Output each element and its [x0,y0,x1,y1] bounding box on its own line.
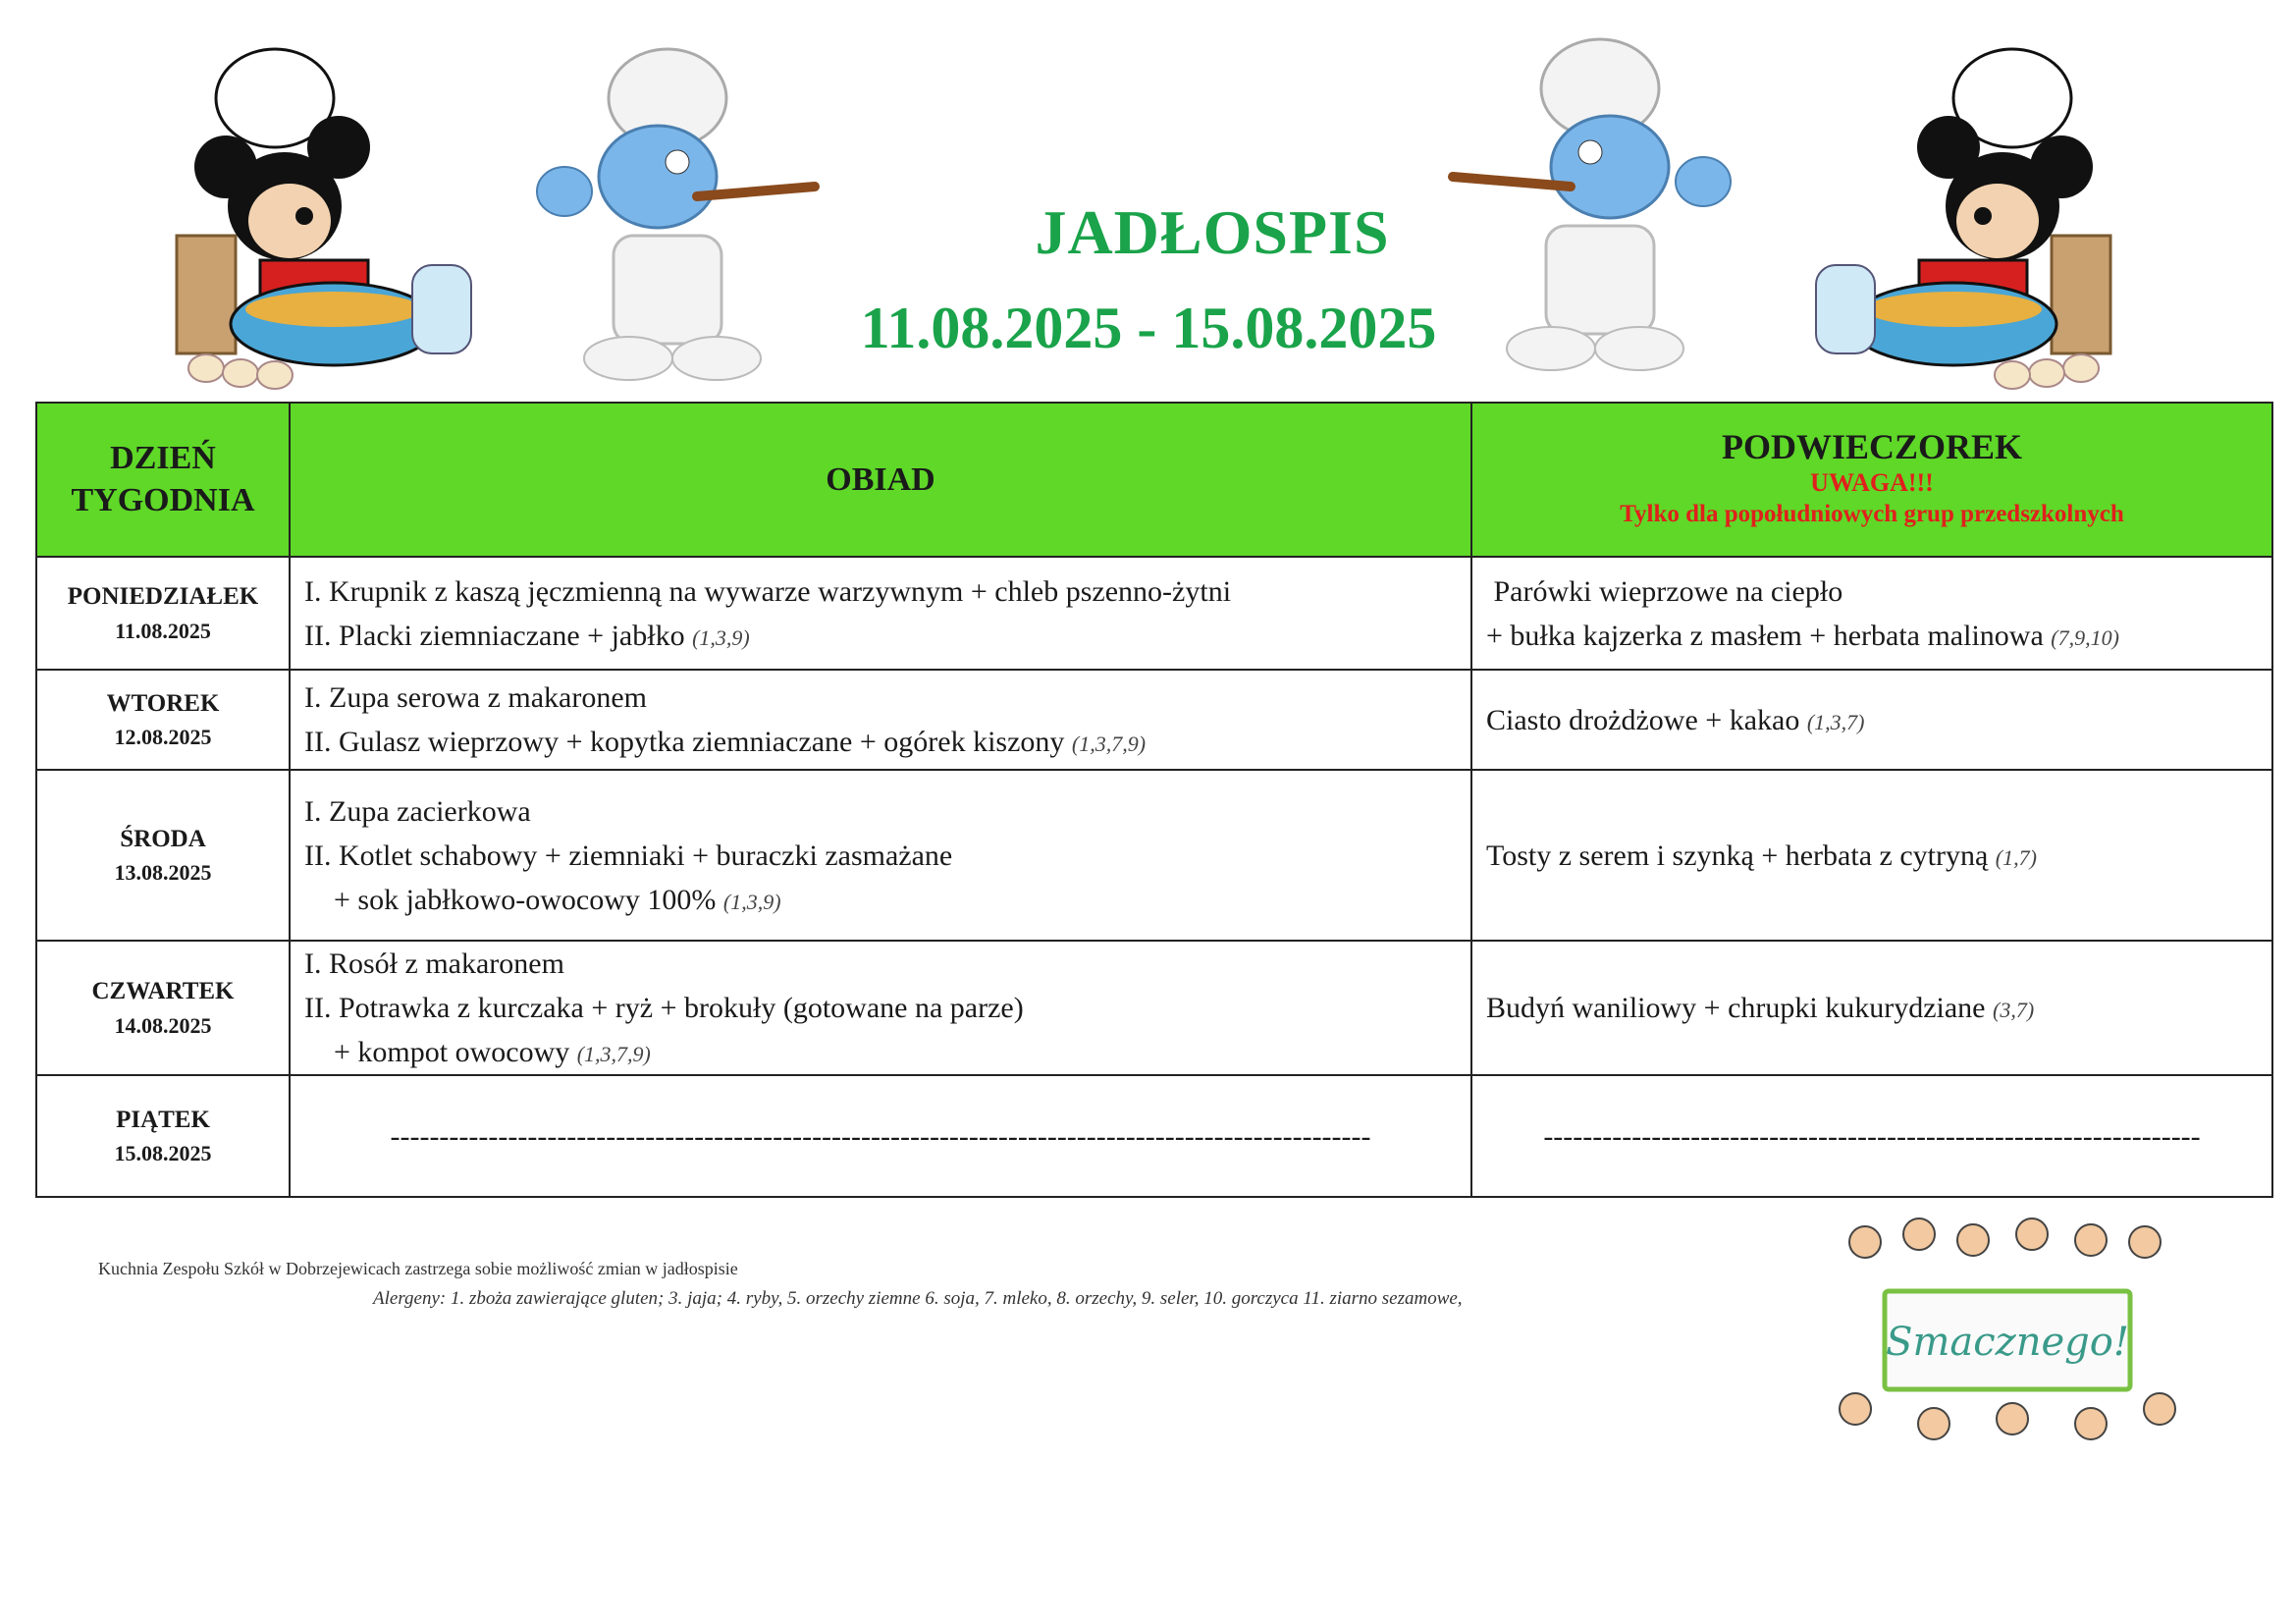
mickey-chef-icon [1787,20,2120,403]
allergen-codes: (7,9,10) [2051,624,2119,650]
podwieczorek-cell [1471,557,2272,670]
day-name: PIĄTEK [116,1106,210,1133]
podwieczorek-cell [1471,941,2272,1075]
podwieczorek-cell-empty: ------------------------------------------------------------------- [1471,1075,2272,1197]
table-row [36,1075,2272,1197]
day-cell [36,1075,290,1197]
obiad-line: II. Potrawka z kurczaka + ryż + brokuły (gotowane na parze) [304,992,1024,1024]
allergen-codes: (1,3,7,9) [576,1042,651,1066]
allergen-codes: (1,7) [1995,844,2037,870]
obiad-cell [290,770,1471,941]
allergen-codes: (3,7) [1993,998,2035,1022]
day-date: 15.08.2025 [114,1141,212,1166]
kitchen-note: Kuchnia Zespołu Szkół w Dobrzejewicach zastrzega sobie możliwość zmian w jadłospisie [98,1259,738,1278]
day-date: 14.08.2025 [114,1012,212,1038]
table-row [36,770,2272,941]
table-row [36,670,2272,770]
podwieczorek-line: + bułka kajzerka z masłem + herbata malinowa [1486,619,2044,652]
page-title: JADŁOSPIS [1035,197,1390,267]
podwieczorek-line: Ciasto drożdżowe + kakao [1486,703,1800,736]
day-date: 11.08.2025 [115,618,211,643]
column-header-podwieczorek [1471,403,2272,557]
obiad-line: I. Krupnik z kaszą jęczmienną na wywarze warzywnym + chleb pszenno-żytni [304,574,1232,608]
podwieczorek-cell [1471,670,2272,770]
obiad-line: + sok jabłkowo-owocowy 100% [334,883,717,916]
obiad-line: I. Rosół z makaronem [304,947,564,980]
obiad-line: I. Zupa zacierkowa [304,794,531,828]
podwieczorek-cell [1471,770,2272,941]
day-cell [36,557,290,670]
obiad-line: II. Gulasz wieprzowy + kopytka ziemniaczane + ogórek kiszony [304,726,1065,758]
allergen-codes: (1,3,9) [692,624,750,650]
table-header-row [36,403,2272,557]
obiad-cell [290,670,1471,770]
day-date: 13.08.2025 [114,860,212,886]
day-name: ŚRODA [120,825,206,852]
kids-smacznego-logo [1826,1213,2189,1458]
podwieczorek-line: Parówki wieprzowe na ciepło [1486,574,1843,608]
table-row [36,941,2272,1075]
day-name: CZWARTEK [91,978,235,1005]
day-name: WTOREK [106,689,220,717]
warning-note: Tylko dla popołudniowych grup przedszkolnych [1620,501,2124,528]
allergen-codes: (1,3,7) [1806,709,1865,734]
date-range: 11.08.2025 - 15.08.2025 [860,296,1437,360]
obiad-cell-empty: ---------------------------------------------------------------------------------------------------- [290,1075,1471,1197]
column-header-obiad: OBIAD [290,403,1471,557]
podwieczorek-line: Tosty z serem i szynką + herbata z cytryną [1486,839,1989,872]
mickey-chef-icon [167,20,501,403]
day-cell [36,670,290,770]
obiad-line: + kompot owocowy [334,1036,570,1068]
table-row [36,557,2272,670]
obiad-cell [290,557,1471,670]
obiad-line: I. Zupa serowa z makaronem [304,681,648,714]
logo-text: Smacznego! [1886,1320,2129,1365]
day-name: PONIEDZIAŁEK [67,583,259,611]
obiad-cell [290,941,1471,1075]
menu-table [35,402,2273,1198]
obiad-line: II. Placki ziemniaczane + jabłko [304,619,685,652]
podwieczorek-label: PODWIECZOREK [1721,427,2023,467]
day-cell [36,770,290,941]
allergen-codes: (1,3,7,9) [1071,731,1147,756]
day-cell [36,941,290,1075]
obiad-line: II. Kotlet schabowy + ziemniaki + buraczki zasmażane [304,839,953,872]
day-date: 12.08.2025 [114,725,212,750]
allergen-codes: (1,3,9) [722,889,781,914]
column-header-day: DZIEŃ TYGODNIA [36,403,290,557]
podwieczorek-line: Budyń waniliowy + chrupki kukurydziane [1486,992,1986,1024]
warning-label: UWAGA!!! [1810,467,1934,497]
allergen-legend: Alergeny: 1. zboża zawierające gluten; 3. jaja; 4. ryby, 5. orzechy ziemne 6. soja, 7. mleko, 8. orzechy, 9. seler, 10. gorczyca 11. ziarno sezamowe, [373,1288,1463,1309]
